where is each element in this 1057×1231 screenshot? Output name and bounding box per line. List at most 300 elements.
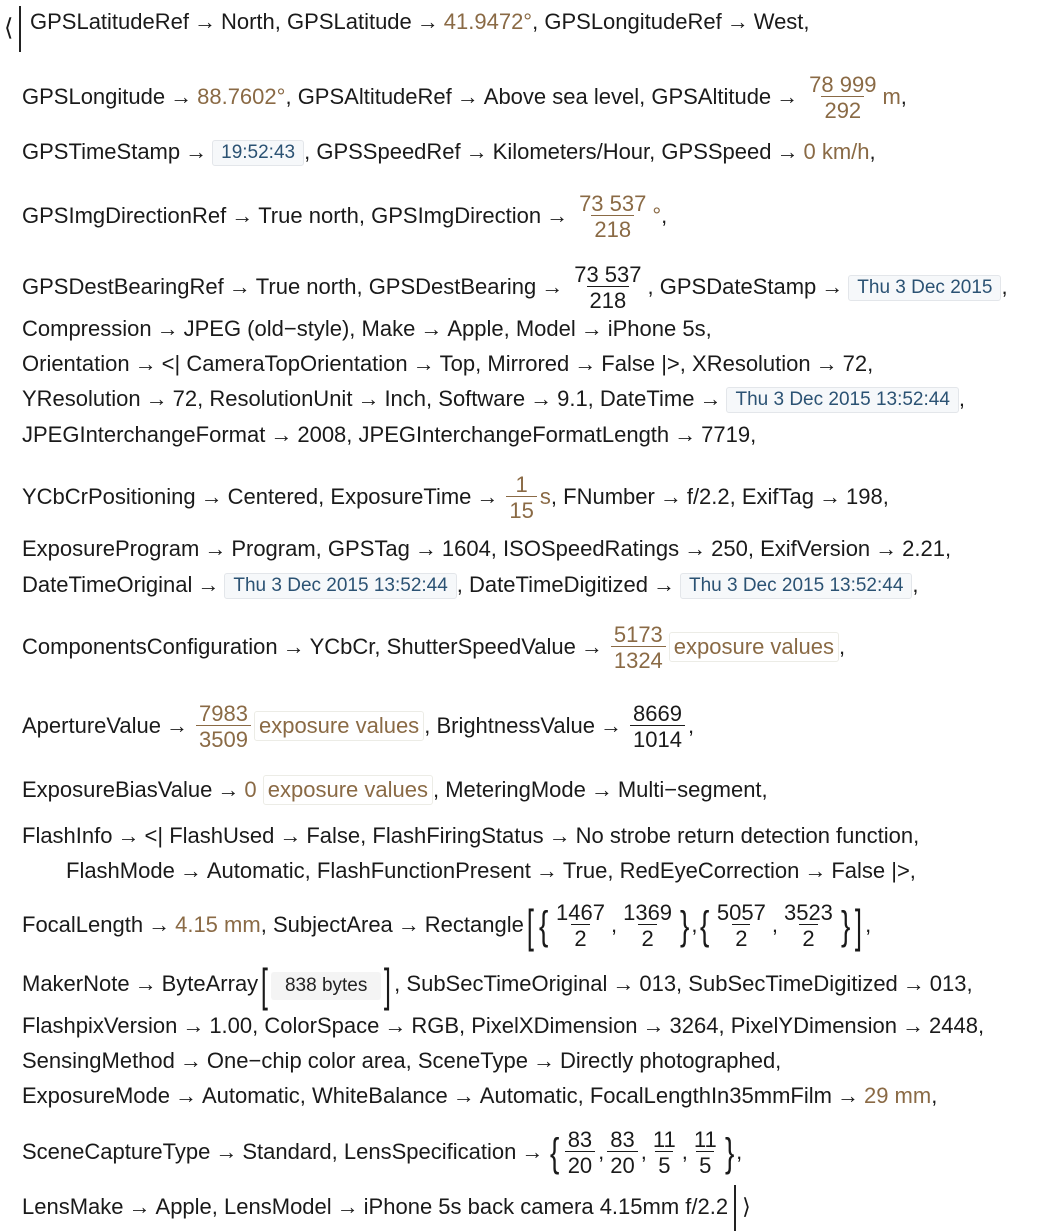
line-15 <box>22 774 768 806</box>
key-exposurebiasvalue: ExposureBiasValue <box>22 777 213 802</box>
separator: , <box>456 572 463 597</box>
key-jpeginterchangeformatlength: JPEGInterchangeFormatLength <box>358 422 670 447</box>
key-exifversion: ExifVersion <box>760 536 871 561</box>
key-gpsaltituderef: GPSAltitudeRef <box>297 83 452 109</box>
fraction-aperturevalue[interactable] <box>196 703 251 751</box>
value-gpslongituderef: West, <box>753 9 810 34</box>
key-flashfiringstatus: FlashFiringStatus <box>372 823 544 848</box>
value-redeyecorrection: False <box>831 858 886 883</box>
dateobject-datetimeoriginal[interactable]: Thu 3 Dec 2015 13:52:44 <box>224 573 456 599</box>
arrow: → <box>179 858 202 883</box>
key-subsectimedigitized: SubSecTimeDigitized <box>688 970 898 996</box>
arrow: → <box>179 1048 202 1073</box>
key-fnumber: FNumber <box>563 483 655 509</box>
line-23 <box>22 1127 743 1178</box>
key-software: Software <box>438 386 526 411</box>
denominator: 5 <box>655 1151 673 1177</box>
arrow: → <box>674 422 697 447</box>
arrow: → <box>580 316 603 341</box>
denominator: 2 <box>638 924 656 950</box>
open-brace: { <box>699 904 709 948</box>
unit-meters: m <box>882 83 901 109</box>
arrow: → <box>397 911 420 937</box>
separator: , <box>424 712 431 738</box>
key-flashfunctionpresent: FlashFunctionPresent <box>316 858 531 883</box>
arrow: → <box>128 1193 151 1219</box>
value-gpsdestbearingref: True north, <box>255 273 363 299</box>
denominator: 292 <box>821 96 864 122</box>
numerator: 11 <box>652 1127 676 1152</box>
separator: , <box>532 9 539 34</box>
value-exposureprogram: Program, <box>231 536 322 561</box>
value-lensmodel: iPhone 5s back camera 4.15mm f/2.2 <box>363 1193 729 1219</box>
separator: , <box>869 139 876 164</box>
arrow: → <box>217 777 240 802</box>
denominator: 218 <box>587 286 630 312</box>
quantity-exposurebiasvalue[interactable]: 0 <box>244 777 257 802</box>
numerator: 1467 <box>556 900 605 925</box>
arrow: → <box>541 273 564 299</box>
dateobject-gpsdatestamp[interactable]: Thu 3 Dec 2015 <box>848 275 1001 301</box>
value-model: iPhone 5s, <box>607 316 712 341</box>
line-2 <box>22 72 907 123</box>
key-scenetype: SceneType <box>417 1048 528 1073</box>
numerator: 83 <box>610 1127 635 1152</box>
line-5 <box>22 262 1008 313</box>
line-24 <box>22 1185 751 1217</box>
dateobject-datetimedigitized[interactable]: Thu 3 Dec 2015 13:52:44 <box>680 573 912 599</box>
unit-exposure-values: exposure values <box>669 632 839 662</box>
key-makernote: MakerNote <box>22 970 130 996</box>
value-cameratoporientation: Top, <box>439 351 482 376</box>
fraction-shutterspeedvalue[interactable] <box>611 624 666 672</box>
key-focallengthin35mmfilm: FocalLengthIn35mmFilm <box>589 1083 832 1108</box>
arrow: → <box>804 858 827 883</box>
value-exiftag: 198, <box>846 483 889 509</box>
arrow: → <box>412 351 435 376</box>
quantity-gpslatitude[interactable]: 41.9472° <box>443 9 533 34</box>
key-gpsimgdirection: GPSImgDirection <box>371 202 542 228</box>
timeobject-gpstimestamp[interactable]: 19:52:43 <box>212 140 304 166</box>
arrow: → <box>776 83 799 109</box>
value-flashpixversion: 1.00, <box>209 1013 259 1038</box>
fraction-a <box>565 1129 595 1177</box>
arrow: → <box>145 386 168 411</box>
separator: , <box>909 858 916 883</box>
fraction-brightnessvalue <box>630 703 685 751</box>
line-4 <box>22 191 668 242</box>
close-bracket: ] <box>855 900 863 952</box>
line-22 <box>22 1080 937 1112</box>
value-pixelxdimension: 3264, <box>669 1013 725 1038</box>
arrow: → <box>642 1013 665 1038</box>
close-bar <box>734 1185 736 1231</box>
key-componentsconfiguration: ComponentsConfiguration <box>22 633 278 659</box>
numerator: 8669 <box>633 701 682 726</box>
arrow: → <box>215 1138 238 1164</box>
value-gpslatituderef: North, <box>220 9 281 34</box>
separator: , <box>687 712 695 738</box>
value-flashfiringstatus: No strobe return detection function, <box>575 823 920 848</box>
key-jpeginterchangeformat: JPEGInterchangeFormat <box>22 422 266 447</box>
arrow: → <box>836 1083 859 1108</box>
numerator: 5173 <box>613 622 663 647</box>
arrow: → <box>200 483 223 509</box>
arrow: → <box>156 316 179 341</box>
key-gpsaltitude: GPSAltitude <box>651 83 772 109</box>
denominator: 20 <box>607 1151 637 1177</box>
arrow: → <box>535 858 558 883</box>
arrow: → <box>659 483 682 509</box>
key-subsectimeoriginal: SubSecTimeOriginal <box>406 970 608 996</box>
arrow: → <box>821 273 844 299</box>
separator: , <box>1001 273 1008 299</box>
key-aperturevalue: ApertureValue <box>22 712 162 738</box>
line-16 <box>22 820 919 852</box>
arrow: → <box>476 483 499 509</box>
dateobject-datetime[interactable]: Thu 3 Dec 2015 13:52:44 <box>726 387 958 413</box>
value-gpsimgdirectionref: True north, <box>258 202 365 228</box>
denominator: 2 <box>571 924 589 950</box>
unit-exposure-values: exposure values <box>263 775 433 805</box>
arrow: → <box>590 777 613 802</box>
line-13 <box>22 622 846 673</box>
numerator: 7983 <box>199 701 248 726</box>
numerator: 1369 <box>623 900 673 925</box>
key-gpsimgdirectionref: GPSImgDirectionRef <box>22 202 227 228</box>
arrow: → <box>231 202 254 228</box>
denominator: 1014 <box>630 725 685 751</box>
close-bracket: ] <box>384 959 392 1011</box>
value-flashfunctionpresent: True, <box>562 858 614 883</box>
arrow: → <box>776 139 799 164</box>
key-lensmake: LensMake <box>22 1193 124 1219</box>
arrow: → <box>204 536 227 561</box>
comma: , <box>691 911 698 937</box>
key-sensingmethod: SensingMethod <box>22 1048 175 1073</box>
key-lensmodel: LensModel <box>224 1193 332 1219</box>
comma: , <box>598 1138 605 1164</box>
separator: , <box>839 633 846 659</box>
numerator: 5057 <box>716 900 766 925</box>
separator: , <box>958 386 966 411</box>
association-open: <| <box>161 351 181 376</box>
key-shutterspeedvalue: ShutterSpeedValue <box>386 633 576 659</box>
denominator: 5 <box>696 1151 714 1177</box>
line-7 <box>22 348 873 380</box>
key-colorspace: ColorSpace <box>264 1013 380 1038</box>
value-resolutionunit: Inch, <box>384 386 433 411</box>
key-lensspecification: LensSpecification <box>343 1138 517 1164</box>
arrow: → <box>117 823 140 848</box>
fraction-b <box>607 1129 637 1177</box>
arrow: → <box>548 823 571 848</box>
arrow: → <box>612 970 635 996</box>
fraction-d <box>781 902 836 950</box>
value-isospeedratings: 250, <box>711 536 754 561</box>
arrow: → <box>546 202 569 228</box>
value-yresolution: 72, <box>172 386 204 411</box>
arrow: → <box>452 1083 475 1108</box>
fraction-a <box>553 902 608 950</box>
value-ycbcrpositioning: Centered, <box>227 483 325 509</box>
numerator: 83 <box>567 1127 593 1152</box>
arrow: → <box>170 83 193 109</box>
arrow: → <box>532 1048 555 1073</box>
separator: , <box>865 911 872 937</box>
line-3 <box>22 136 876 168</box>
value-gpsspeedref: Kilometers/Hour, <box>492 139 656 164</box>
quantity-gpslongitude[interactable]: 88.7602° <box>197 83 286 109</box>
key-datetimedigitized: DateTimeDigitized <box>469 572 648 597</box>
line-11 <box>22 533 951 565</box>
separator: , <box>661 202 668 228</box>
association-open: <| <box>144 823 164 848</box>
key-brightnessvalue: BrightnessValue <box>436 712 596 738</box>
arrow: → <box>279 823 302 848</box>
fraction-exposuretime[interactable] <box>506 474 536 522</box>
key-ycbcrpositioning: YCbCrPositioning <box>22 483 196 509</box>
arrow: → <box>530 386 553 411</box>
arrow: → <box>193 9 216 34</box>
separator: , <box>931 1083 938 1108</box>
key-yresolution: YResolution <box>22 386 141 411</box>
quantity-focallengthin35mmfilm[interactable]: 29 mm <box>863 1083 932 1108</box>
key-gpslongitude: GPSLongitude <box>22 83 166 109</box>
arrow: → <box>699 386 722 411</box>
close-brace: } <box>840 904 851 948</box>
value-jpeginterchangeformatlength: 7719, <box>701 422 757 447</box>
arrow: → <box>875 536 898 561</box>
key-exposureprogram: ExposureProgram <box>22 536 200 561</box>
arrow: → <box>336 1193 359 1219</box>
arrow: → <box>580 633 603 659</box>
arrow: → <box>414 536 437 561</box>
open-bar <box>19 6 21 52</box>
fraction-gpsimgdirection[interactable] <box>576 193 649 241</box>
unit-exposure-values: exposure values <box>254 711 424 741</box>
fraction-b <box>620 902 675 950</box>
bytearray-summary[interactable]: 838 bytes <box>271 972 381 1000</box>
separator: , <box>679 351 686 376</box>
key-make: Make <box>361 316 416 341</box>
arrow: → <box>282 633 305 659</box>
key-resolutionunit: ResolutionUnit <box>209 386 353 411</box>
key-exiftag: ExifTag <box>741 483 815 509</box>
function-bytearray: ByteArray <box>161 970 259 996</box>
arrow: → <box>420 316 443 341</box>
line-10 <box>22 472 889 523</box>
value-jpeginterchangeformat: 2008, <box>297 422 353 447</box>
denominator: 1324 <box>611 646 666 672</box>
key-whitebalance: WhiteBalance <box>312 1083 448 1108</box>
arrow: → <box>652 572 675 597</box>
key-focallength: FocalLength <box>22 911 144 937</box>
separator: , <box>900 83 907 109</box>
value-software: 9.1, <box>557 386 594 411</box>
key-flashpixversion: FlashpixVersion <box>22 1013 178 1038</box>
key-flashused: FlashUsed <box>169 823 275 848</box>
arrow: → <box>726 9 749 34</box>
line-18 <box>22 900 872 952</box>
key-mirrored: Mirrored <box>487 351 570 376</box>
separator: , <box>285 83 292 109</box>
arrow: → <box>357 386 380 411</box>
line-8 <box>22 383 965 415</box>
value-compression: JPEG (old−style), <box>183 316 356 341</box>
value-gpsaltituderef: Above sea level, <box>483 83 646 109</box>
value-fnumber: f/2.2, <box>686 483 736 509</box>
close-brace: } <box>724 1131 735 1175</box>
key-xresolution: XResolution <box>692 351 811 376</box>
key-gpsspeed: GPSSpeed <box>661 139 772 164</box>
arrow: → <box>574 351 597 376</box>
key-flashmode: FlashMode <box>66 858 175 883</box>
value-exposuremode: Automatic, <box>201 1083 306 1108</box>
key-gpsdatestamp: GPSDateStamp <box>659 273 817 299</box>
line-1 <box>30 6 810 38</box>
value-flashused: False, <box>306 823 367 848</box>
open-brace: { <box>550 1131 560 1175</box>
key-cameratoporientation: CameraTopOrientation <box>186 351 408 376</box>
arrow: → <box>182 1013 205 1038</box>
function-rectangle: Rectangle <box>424 911 524 937</box>
close-angle-bracket: ⟩ <box>742 1193 751 1219</box>
value-scenecapturetype: Standard, <box>242 1138 338 1164</box>
key-gpstimestamp: GPSTimeStamp <box>22 139 181 164</box>
open-bracket: [ <box>261 959 269 1011</box>
arrow: → <box>228 273 251 299</box>
open-bracket: [ <box>526 900 534 952</box>
open-association-delimiter <box>4 6 27 52</box>
value-pixelydimension: 2448, <box>929 1013 985 1038</box>
key-gpslatituderef: GPSLatitudeRef <box>30 9 189 34</box>
line-17 <box>66 855 916 887</box>
separator: , <box>550 483 558 509</box>
key-redeyecorrection: RedEyeCorrection <box>619 858 800 883</box>
fraction-d <box>691 1129 720 1177</box>
value-componentsconfiguration: YCbCr, <box>309 633 381 659</box>
denominator: 15 <box>506 496 536 522</box>
numerator: 78 999 <box>809 72 877 97</box>
value-whitebalance: Automatic, <box>479 1083 584 1108</box>
arrow: → <box>197 572 220 597</box>
arrow: → <box>456 83 479 109</box>
arrow: → <box>902 1013 925 1038</box>
numerator: 73 537 <box>574 262 642 287</box>
arrow: → <box>416 9 439 34</box>
comma: , <box>771 911 778 937</box>
key-gpsdestbearingref: GPSDestBearingRef <box>22 273 224 299</box>
key-isospeedratings: ISOSpeedRatings <box>503 536 680 561</box>
arrow: → <box>902 970 925 996</box>
fraction-c <box>650 1129 679 1177</box>
key-gpsdestbearing: GPSDestBearing <box>368 273 537 299</box>
value-subsectimedigitized: 013, <box>929 970 973 996</box>
comma: , <box>640 1138 647 1164</box>
arrow: → <box>465 139 488 164</box>
arrow: → <box>270 422 293 447</box>
numerator: 1 <box>515 472 528 497</box>
arrow: → <box>819 483 842 509</box>
numerator: 11 <box>693 1127 717 1152</box>
key-datetime: DateTime <box>599 386 695 411</box>
key-compression: Compression <box>22 316 152 341</box>
arrow: → <box>600 712 623 738</box>
key-gpslongituderef: GPSLongitudeRef <box>544 9 722 34</box>
line-19 <box>22 959 973 1011</box>
line-12 <box>22 569 919 601</box>
key-meteringmode: MeteringMode <box>445 777 586 802</box>
fraction-gpsaltitude[interactable] <box>806 74 879 122</box>
value-scenetype: Directly photographed, <box>559 1048 782 1073</box>
value-lensmake: Apple, <box>155 1193 218 1219</box>
value-xresolution: 72, <box>842 351 874 376</box>
key-datetimeoriginal: DateTimeOriginal <box>22 572 193 597</box>
arrow: → <box>148 911 171 937</box>
line-21 <box>22 1045 781 1077</box>
key-gpslatitude: GPSLatitude <box>287 9 412 34</box>
separator: , <box>736 1138 743 1164</box>
arrow: → <box>815 351 838 376</box>
key-exposuretime: ExposureTime <box>330 483 472 509</box>
denominator: 20 <box>565 1151 595 1177</box>
value-gpstag: 1604, <box>441 536 497 561</box>
arrow: → <box>384 1013 407 1038</box>
denominator: 2 <box>799 924 817 950</box>
key-gpstag: GPSTag <box>327 536 410 561</box>
key-flashinfo: FlashInfo <box>22 823 113 848</box>
denominator: 218 <box>591 215 634 241</box>
arrow: → <box>185 139 208 164</box>
association-close: |> <box>891 858 910 883</box>
line-9 <box>22 419 756 451</box>
key-scenecapturetype: SceneCaptureType <box>22 1138 211 1164</box>
key-exposuremode: ExposureMode <box>22 1083 170 1108</box>
line-14 <box>22 701 695 752</box>
quantity-gpsspeed[interactable]: 0 km/h <box>803 139 870 164</box>
fraction-c <box>714 902 769 950</box>
value-subsectimeoriginal: 013, <box>639 970 683 996</box>
separator: , <box>304 139 311 164</box>
quantity-focallength[interactable]: 4.15 mm <box>175 911 261 937</box>
separator: , <box>432 777 440 802</box>
key-gpsspeedref: GPSSpeedRef <box>316 139 461 164</box>
denominator: 3509 <box>196 725 251 751</box>
numerator: 3523 <box>783 900 833 925</box>
line-6 <box>22 313 712 345</box>
arrow: → <box>174 1083 197 1108</box>
association-close: |> <box>661 351 680 376</box>
separator: , <box>912 572 919 597</box>
value-sensingmethod: One−chip color area, <box>206 1048 412 1073</box>
value-meteringmode: Multi−segment, <box>617 777 768 802</box>
value-flashmode: Automatic, <box>206 858 311 883</box>
value-mirrored: False <box>601 351 656 376</box>
arrow: → <box>521 1138 544 1164</box>
denominator: 2 <box>732 924 750 950</box>
arrow: → <box>166 712 189 738</box>
open-brace: { <box>538 904 549 948</box>
value-exifversion: 2.21, <box>902 536 952 561</box>
unit-seconds: s <box>539 483 551 509</box>
arrow: → <box>134 351 157 376</box>
close-brace: } <box>680 904 690 948</box>
value-make: Apple, <box>447 316 510 341</box>
numerator: 73 537 <box>579 191 647 216</box>
separator: , <box>260 911 267 937</box>
key-subjectarea: SubjectArea <box>272 911 393 937</box>
